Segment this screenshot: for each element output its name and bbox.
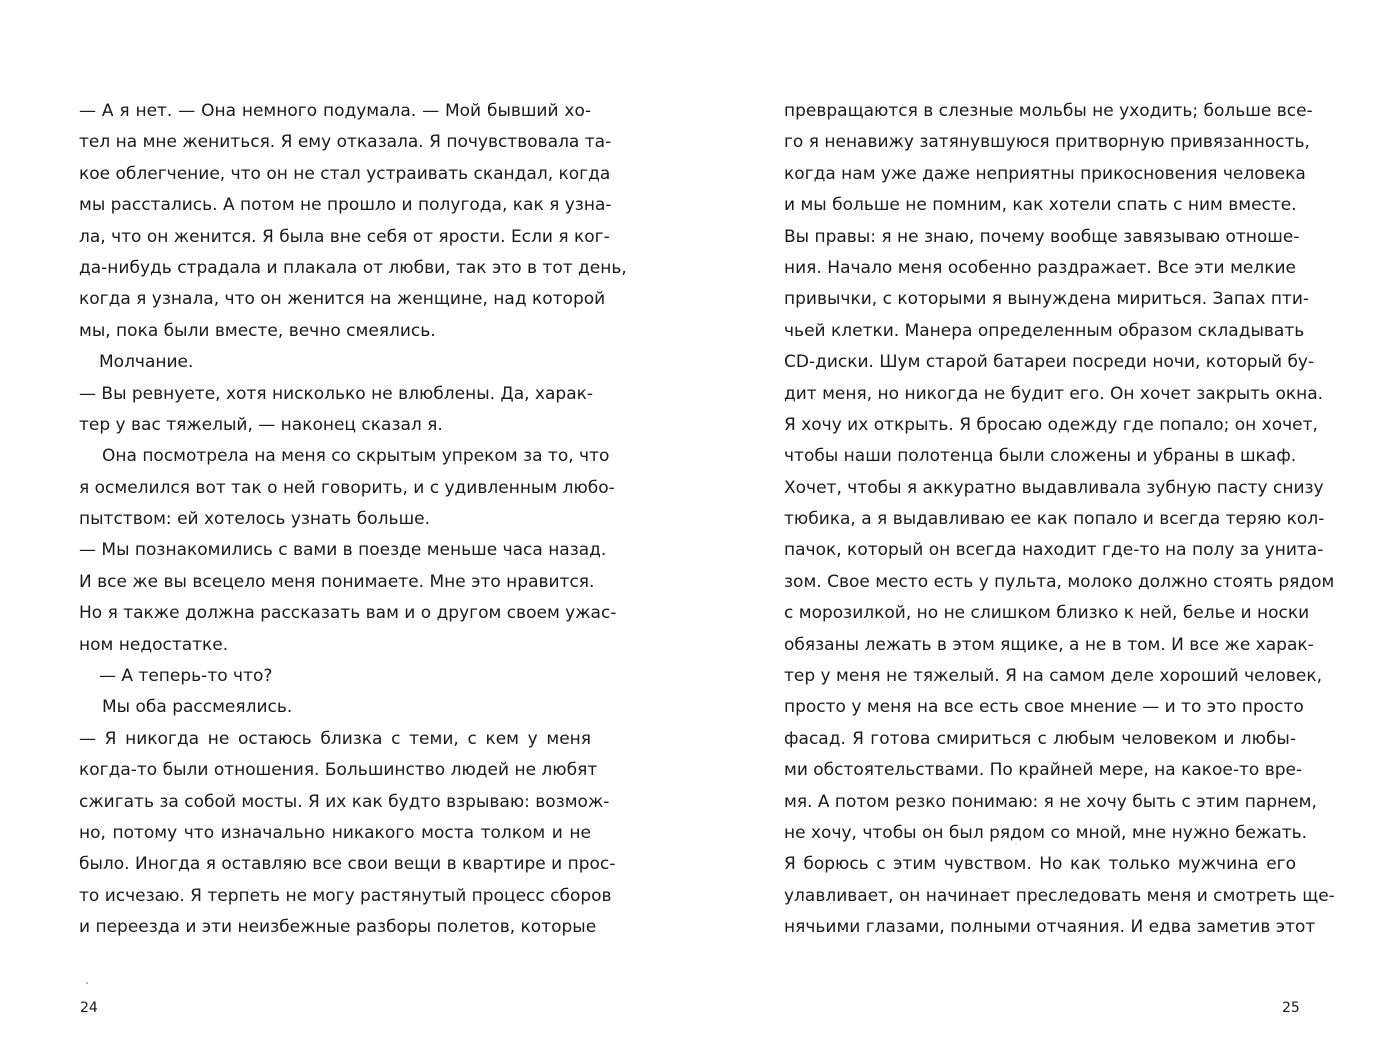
text-line: чтобы наши полотенца были сложены и убраны в шкаф. bbox=[784, 446, 1297, 467]
text-line: CD-диски. Шум старой батареи посреди ночи, который бу- bbox=[784, 352, 1315, 373]
print-speck bbox=[86, 982, 88, 984]
text-line: когда нам уже даже неприятны прикосновения человека bbox=[784, 163, 1306, 184]
text-line: тер у вас тяжелый, — наконец сказал я. bbox=[79, 414, 443, 435]
text-line: Она посмотрела на меня со скрытым упреком за то, что bbox=[102, 446, 610, 467]
text-line: да-нибудь страдала и плакала от любви, так это в тот день, bbox=[79, 257, 627, 278]
text-line: тел на мне жениться. Я ему отказала. Я почувствовала та- bbox=[79, 132, 612, 153]
text-line: зом. Свое место есть у пульта, молоко должно стоять рядом bbox=[784, 571, 1335, 592]
text-line: кое облегчение, что он не стал устраивать скандал, когда bbox=[79, 163, 611, 184]
text-line: Я борюсь с этим чувством. Но как только мужчина его bbox=[784, 854, 1296, 875]
text-line: — Мы познакомились с вами в поезде меньше часа назад. bbox=[79, 540, 607, 561]
text-line: ния. Начало меня особенно раздражает. Все эти мелкие bbox=[784, 257, 1296, 278]
text-line: ми обстоятельствами. По крайней мере, на какое-то вре- bbox=[784, 760, 1303, 781]
text-line: Молчание. bbox=[99, 352, 194, 373]
text-line: — Вы ревнуете, хотя нисколько не влюблены. Да, харак- bbox=[79, 383, 594, 404]
text-line: обязаны лежать в этом ящике, а не в том. И все же харак- bbox=[784, 634, 1314, 655]
text-line: тюбика, а я выдавливаю ее как попало и всегда теряю кол- bbox=[784, 509, 1325, 530]
text-line: ла, что он женится. Я была вне себя от ярости. Если я ког- bbox=[79, 226, 610, 247]
text-line: привычки, с которыми я вынуждена мириться. Запах пти- bbox=[784, 289, 1310, 310]
text-line: дит меня, но никогда не будит его. Он хочет закрыть окна. bbox=[784, 383, 1324, 404]
text-line: когда-то были отношения. Большинство людей не любят bbox=[79, 760, 598, 781]
text-line: сжигать за собой мосты. Я их как будто взрываю: возмож- bbox=[79, 791, 610, 812]
left-page-text bbox=[79, 96, 627, 944]
page-number: 24 bbox=[80, 1000, 98, 1016]
text-line: с морозилкой, но не слишком близко к ней, белье и носки bbox=[784, 603, 1310, 624]
text-line: мы расстались. А потом не прошло и полугода, как я узна- bbox=[79, 195, 612, 216]
text-line: нячьими глазами, полными отчаяния. И едва заметив этот bbox=[784, 917, 1316, 938]
text-line: мя. А потом резко понимаю: я не хочу быть с этим парнем, bbox=[784, 791, 1317, 812]
text-line: пытством: ей хотелось узнать больше. bbox=[79, 509, 430, 530]
text-line: — Я никогда не остаюсь близка с теми, с кем у меня bbox=[79, 728, 591, 749]
text-line: — А теперь-то что? bbox=[99, 666, 273, 687]
text-line: когда я узнала, что он женится на женщине, над которой bbox=[79, 289, 606, 310]
text-line: то исчезаю. Я терпеть не могу растянутый процесс сборов bbox=[79, 885, 612, 906]
text-line: — А я нет. — Она немного подумала. — Мой бывший хо- bbox=[79, 101, 591, 121]
text-line: было. Иногда я оставляю все свои вещи в квартире и прос- bbox=[79, 854, 616, 875]
text-line: Вы правы: я не знаю, почему вообще завязываю отноше- bbox=[784, 226, 1300, 247]
text-line: Мы оба рассмеялись. bbox=[102, 697, 293, 718]
text-line: Хочет, чтобы я аккуратно выдавливала зубную пасту снизу bbox=[784, 477, 1324, 498]
text-line: мы, пока были вместе, вечно смеялись. bbox=[79, 320, 436, 341]
text-line: и мы больше не помним, как хотели спать с ним вместе. bbox=[784, 195, 1297, 216]
text-line: ном недостатке. bbox=[79, 634, 229, 655]
text-line: и переезда и эти неизбежные разборы полетов, которые bbox=[79, 917, 597, 938]
text-line: я осмелился вот так о ней говорить, и с удивленным любо- bbox=[79, 477, 615, 498]
text-line: Но я также должна рассказать вам и о другом своем ужас- bbox=[79, 603, 617, 624]
text-line: го я ненавижу затянувшуюся притворную привязанность, bbox=[784, 132, 1310, 153]
text-line: чьей клетки. Манера определенным образом складывать bbox=[784, 320, 1305, 341]
text-line: фасад. Я готова смириться с любым человеком и любы- bbox=[784, 728, 1296, 749]
page-number: 25 bbox=[1282, 1000, 1300, 1016]
text-line: не хочу, чтобы он был рядом со мной, мне нужно бежать. bbox=[784, 822, 1308, 843]
right-page bbox=[700, 0, 1400, 1048]
text-line: просто у меня на все есть свое мнение — и то это просто bbox=[784, 697, 1304, 718]
text-line: превращаются в слезные мольбы не уходить; больше все- bbox=[784, 101, 1313, 121]
text-line: тер у меня не тяжелый. Я на самом деле хороший человек, bbox=[784, 666, 1323, 687]
text-line: Я хочу их открыть. Я бросаю одежду где попало; он хочет, bbox=[784, 414, 1318, 435]
text-line: пачок, который он всегда находит где-то на полу за унита- bbox=[784, 540, 1324, 561]
text-line: улавливает, он начинает преследовать меня и смотреть ще- bbox=[784, 885, 1335, 906]
text-line: И все же вы всецело меня понимаете. Мне это нравится. bbox=[79, 571, 595, 592]
text-line: но, потому что изначально никакого моста толком и не bbox=[79, 822, 591, 843]
right-page-text bbox=[784, 96, 1335, 944]
